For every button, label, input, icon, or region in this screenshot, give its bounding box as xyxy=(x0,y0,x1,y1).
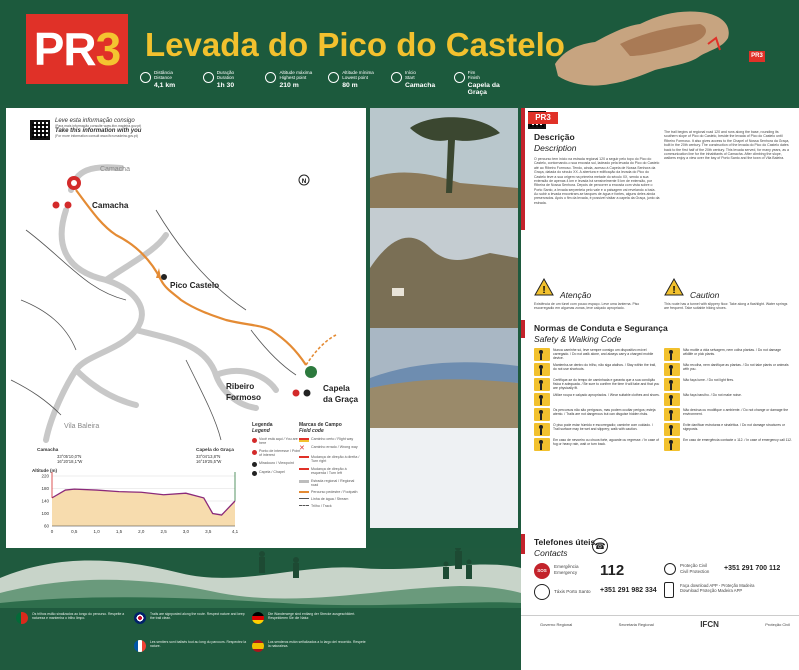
danger-pictogram-icon xyxy=(534,408,550,421)
road-segment xyxy=(76,370,136,405)
viewpoint-legend-icon xyxy=(252,462,257,467)
info-icon-end xyxy=(293,390,300,397)
hiker-body xyxy=(455,551,462,569)
caution-text-en: This route has a tunnel with slippery floor. Take along a flashlight. Water springs are frequent. Take suitable hiking shoes. xyxy=(664,302,788,311)
slippery-pictogram-icon xyxy=(534,423,550,436)
code-list-right xyxy=(664,348,792,453)
hiker-body xyxy=(259,557,265,573)
legend-item: Ponto de interesse / Point of interest xyxy=(259,448,301,457)
photo-column xyxy=(370,108,518,528)
stat-duration xyxy=(203,70,262,96)
code-item xyxy=(664,408,792,423)
legend-title-en: Legend xyxy=(252,428,270,434)
legend-item: Caminho certo / Right way xyxy=(311,437,354,441)
profile-y-label: Altitude (m) xyxy=(32,468,57,473)
start-pin-dot xyxy=(71,180,77,186)
app-label-pt: Faça download APP - Proteção Madeira xyxy=(680,583,755,588)
profile-start-name: Camacha xyxy=(37,448,59,453)
code-text: Em caso de nevoeiro ou chuva forte, aguarde ou regresse. / In case of fog or heavy rain, wait or turn back. xyxy=(553,438,659,447)
emergency-label-en: Emergency xyxy=(554,569,578,575)
profile-start-lon: 16°20'18,1"W xyxy=(57,458,83,464)
wrong-way-icon: ✕ xyxy=(299,445,305,452)
place-formoso: Formoso xyxy=(226,393,262,402)
description-title-pt: Descrição xyxy=(534,132,575,142)
map-legend xyxy=(252,422,362,542)
flag-fr-icon xyxy=(134,640,146,652)
logo-protecao-civil: Proteção Civil xyxy=(765,622,790,627)
flag-uk-icon xyxy=(134,612,146,624)
trail-pictogram-icon xyxy=(534,363,550,376)
hiker-head xyxy=(259,551,265,557)
photo-chapel xyxy=(392,288,404,296)
legend-item: Capela / Chapel xyxy=(259,469,285,474)
profile-end-name: Capela do Graça xyxy=(196,448,234,453)
legend-item: Estrada regional / Regional road xyxy=(311,478,355,487)
qr-code[interactable] xyxy=(30,120,50,140)
noise-pictogram-icon xyxy=(664,393,680,406)
field-code-items xyxy=(299,438,361,512)
end-flag-icon xyxy=(454,72,465,83)
code-text: Certifique-se do tempo de caminhada e garanta que a sua condição física é adequada. / Be sure to confirm the time it will take and that you are physically fit. xyxy=(553,378,660,391)
hiker-head xyxy=(444,562,449,567)
accent-bar xyxy=(521,108,525,230)
hiker-head xyxy=(293,557,299,563)
code-title-pt: Normas de Conduta e Segurança xyxy=(534,323,668,333)
you-are-here-icon xyxy=(252,438,257,443)
code-item xyxy=(534,348,660,363)
clock-pictogram-icon xyxy=(534,378,550,391)
arrows-icon xyxy=(140,72,151,83)
taxi-number[interactable]: +351 291 982 334 xyxy=(600,587,657,594)
code-text: Os percursos não são perigosos, mas podem ocultar perigos; esteja atento. / Trails are not dangerous but can disguise hidden risks. xyxy=(553,408,656,417)
description-title-en: Description xyxy=(534,143,577,153)
field-code-title-pt: Marcas de Campo xyxy=(299,422,342,428)
stat-value: 80 m xyxy=(342,81,358,89)
sos-icon: SOS xyxy=(534,563,550,579)
route-stats xyxy=(140,70,520,96)
stat-label: Altitude mínima xyxy=(342,70,374,75)
stream-line xyxy=(156,210,246,310)
code-text: Não recolha, nem danifique as plantas. / Do not take plants or animals with you. xyxy=(683,363,789,372)
mountain-down-icon xyxy=(328,72,339,83)
code-text: Não faça barulho. / Do not make noise. xyxy=(683,393,742,397)
stream-line xyxy=(21,300,76,350)
code-item xyxy=(534,438,660,453)
place-da-graca: da Graça xyxy=(323,395,359,404)
island-locator-map xyxy=(540,4,740,100)
profile-x-tick: 1,5 xyxy=(115,529,123,534)
place-camacha: Camacha xyxy=(92,201,129,210)
route-title: Levada do Pico do Castelo xyxy=(145,26,565,63)
take-info xyxy=(55,118,255,138)
stat-label-en: Start xyxy=(404,75,415,81)
mini-route-badge: PR3 xyxy=(749,51,765,62)
stream-icon xyxy=(299,498,309,499)
divider xyxy=(521,615,799,616)
stat-label-en: Finish xyxy=(467,75,480,81)
lang-text: Los senderos están señalizados a lo largo del recorrido. Respete la naturaleza. xyxy=(268,640,366,649)
sign-pictogram-icon xyxy=(664,423,680,436)
code-text: Não destrua ou modifique o ambiente. / Do not change or damage the environment. xyxy=(683,408,789,417)
code-item xyxy=(664,393,792,408)
hiker-body xyxy=(466,565,472,579)
photo-bottom-bg xyxy=(370,428,518,528)
stat-highest xyxy=(265,70,324,96)
route-map xyxy=(6,150,366,445)
lang-fr xyxy=(134,640,250,652)
stat-label: Fim xyxy=(467,70,476,75)
clock-icon xyxy=(203,72,214,83)
turn-right-icon xyxy=(299,456,309,460)
place-pico-castelo: Pico Castelo xyxy=(170,281,220,290)
taxi-label: Táxis Porto Santo xyxy=(554,589,591,594)
caution-title-en: Caution xyxy=(690,290,720,300)
fog-pictogram-icon xyxy=(534,438,550,451)
legend-item: Caminho errado / Wrong way xyxy=(311,445,358,449)
emergency-label xyxy=(554,564,579,575)
emergency-pictogram-icon xyxy=(664,438,680,451)
stat-value: 1h 30 xyxy=(216,81,235,89)
profile-end xyxy=(196,448,234,464)
code-text: Nunca caminhe só, leve sempre consigo um dispositivo móvel carregado. / Do not walk alone, and always carry a charged mobile device. xyxy=(553,348,654,361)
code-item xyxy=(664,423,792,438)
flag-icon xyxy=(65,202,72,209)
stat-value: 4,1 km xyxy=(154,81,176,89)
emergency-label-pt: Emergência xyxy=(554,564,579,569)
place-camacha-grey: Camacha xyxy=(100,166,130,173)
take-info-en-small: (For more information consult www.ifcn.madeira.gov.pt) xyxy=(55,134,138,138)
lang-text: Die Wanderwege sind entlang der Strecke ausgeschildert. Respektieren Sie die Natur. xyxy=(268,612,356,621)
code-item xyxy=(664,438,792,453)
route-extension xyxy=(306,335,336,365)
stat-value: Camacha xyxy=(404,81,436,89)
svg-text:!: ! xyxy=(672,285,676,296)
legend-item: Mudança de direção à direita / Turn right xyxy=(311,455,360,463)
app-label xyxy=(680,583,790,594)
lang-text: Os trilhos estão sinalizados ao longo do percurso. Respeite a natureza e mantenha o trilho limpo. xyxy=(32,612,125,621)
profile-x-tick: 3,0 xyxy=(182,529,190,534)
legend-items xyxy=(252,438,302,480)
right-route-badge: PR3 xyxy=(528,112,558,124)
info-icon xyxy=(53,202,60,209)
logo-ifcn: IFCN xyxy=(700,620,719,629)
stat-start xyxy=(391,70,450,96)
take-info-pt-small: (Para mais informação consulte www.ifcn.madeira.gov.pt) xyxy=(55,124,142,128)
lang-de xyxy=(252,612,368,624)
stat-finish xyxy=(454,70,520,96)
profile-x-tick: 2,5 xyxy=(160,529,167,534)
take-info-en: Take this information with you xyxy=(55,128,142,134)
hiker-body xyxy=(443,567,449,579)
legend-item: Percurso pedestre / Footpath xyxy=(311,489,358,494)
accent-bar-code xyxy=(521,320,525,338)
mobile-app-icon xyxy=(664,582,674,598)
logo-secretaria: Secretaria Regional xyxy=(618,622,654,627)
profile-start xyxy=(37,448,82,464)
place-ribeiro: Ribeiro xyxy=(226,382,255,391)
legend-item: Linha de água / Stream xyxy=(311,496,349,501)
stat-label-en: Duration xyxy=(216,75,235,81)
viewpoint-icon xyxy=(161,274,167,280)
caution-text-pt: Existência de um túnel com pouco espaço. Leve uma lanterna. Piso escorregadio em algumas zonas, leve calçado apropriado. xyxy=(534,302,640,311)
code-item xyxy=(534,423,660,438)
legend-title-pt: Legenda xyxy=(252,422,273,428)
profile-y-tick: 60 xyxy=(43,523,49,529)
code-item xyxy=(534,393,660,408)
profile-x-tick: 0,5 xyxy=(71,529,78,534)
lang-text: Trails are signposted along the route. Respect nature and keep the trail clean. xyxy=(150,612,245,621)
stream-line xyxy=(251,330,296,375)
lang-uk xyxy=(134,612,250,624)
elevation-profile xyxy=(30,472,245,542)
code-text: Evite danificar estruturas e sinalética. / Do not damage structures or signposts. xyxy=(683,423,785,432)
code-item xyxy=(664,378,792,393)
stat-label: Início xyxy=(404,70,416,75)
partner-logos xyxy=(540,620,790,629)
hiker-head xyxy=(467,560,472,565)
flag-es-icon xyxy=(252,640,264,652)
take-info-pt: Leve esta informação consigo xyxy=(55,118,135,124)
profile-y-tick: 180 xyxy=(41,486,49,491)
stat-lowest xyxy=(328,70,387,96)
code-item xyxy=(534,363,660,378)
stat-label: Altitude máxima xyxy=(279,70,313,75)
code-item xyxy=(664,363,792,378)
lang-text: Les sentiers sont balisés tout au long du parcours. Respectez la nature. xyxy=(150,640,247,649)
flag-de-icon xyxy=(252,612,264,624)
field-code-title-en: Field code xyxy=(299,428,324,434)
profile-area xyxy=(52,489,235,526)
plant-pictogram-icon xyxy=(664,363,680,376)
civil-protection-label xyxy=(680,563,709,574)
route-badge: PR3 xyxy=(26,14,128,84)
place-capela: Capela xyxy=(323,384,350,393)
legend-item: Você está aqui / You are here xyxy=(259,437,298,445)
description-text-en: The trail begins at regional road 120 and runs along the base, rounding its southern slope of Pico do Castelo, beside the levada of Pico do Castelo until Ribeiro Formoso. It also gives access to the Chapel of Nossa Senhora da Graça, built in the 20th century. The construction of the levada do Pico do Castelo dates back to the first half of the 20th century. This levada served, for many years, as a communication line for the inhabitants of Camacha. After climbing the slope, walkers enjoy a view over the bay of Porto Santo and the town of Vila Baleira. xyxy=(664,130,790,161)
caution-title-pt: Atenção xyxy=(560,290,592,300)
code-text: O piso pode estar húmido e escorregadio; caminhe com cuidado. / Trail surface may be wet and slippery; walk with caution. xyxy=(553,423,653,432)
profile-start-lat: 33°05'10,0"N xyxy=(57,453,82,459)
chapel-legend-icon xyxy=(252,471,257,476)
environment-pictogram-icon xyxy=(664,408,680,421)
contacts-title-pt: Telefones úteis xyxy=(534,537,596,547)
footpath-icon xyxy=(299,491,309,493)
hiker-body xyxy=(293,563,299,578)
code-item xyxy=(534,378,660,393)
stat-value: 210 m xyxy=(279,81,299,89)
footer-languages xyxy=(16,612,516,666)
track-icon xyxy=(299,505,309,506)
flag-pt-icon xyxy=(16,612,28,624)
code-text: Em caso de emergência contacte o 112. / In case of emergency call 112. xyxy=(683,438,792,442)
profile-x-tick: 3,5 xyxy=(205,529,212,534)
profile-end-lat: 33°04'13,8"N xyxy=(196,453,221,459)
end-pin-icon xyxy=(305,366,317,378)
code-item xyxy=(664,348,792,363)
profile-x-tick: 0 xyxy=(50,529,54,534)
description-text-pt: O percurso tem início na estrada regional 120 a seguir pelo topo do Pico do Castelo, contornando-o sua encosta sul, ladeado pela levada do Pico do Castelo até ao Ribeiro Formoso. Tendo, ainda, acesso à Capela de Nossa Senhora da Graça, datada do século XX. A abertura e edificação da levada do Pico do Castelo teve a sua origem na primeira metade do século XX, sendo a sua extensão de apenas 4 km e levada há sensivelmente 5 km de extensão, por Ribeira de Nossa Senhora. Depois de percorrer a encosta com vista sobre o Porto Santo, a levada serpenteia pelo vale e a paisagem vai revelando a baía. Ao subir a levada encontram-se tanques de água e fontes, alguns deles ainda preservados. Após o fim da levada, é possível visitar a capela da Graça, junto da estrada. xyxy=(534,157,660,205)
warning-icon xyxy=(534,278,554,296)
stat-label-en: Distance xyxy=(154,75,172,81)
turn-left-icon xyxy=(299,468,309,472)
code-text: Não mutile a vida selvagem, nem colha plantas. / Do not damage wildlife or pick plants. xyxy=(683,348,782,357)
app-label-en: Download Proteção Madeira APP xyxy=(680,588,743,594)
contacts-title-en: Contacts xyxy=(534,548,568,558)
legend-item: Miradouro / Viewpoint xyxy=(259,460,294,465)
lang-pt xyxy=(16,612,132,624)
stat-value: Capela da Graça xyxy=(467,81,500,97)
right-way-icon xyxy=(299,438,309,442)
stat-distance xyxy=(140,70,199,96)
civil-protection-label-pt: Proteção Civil xyxy=(680,563,708,568)
code-text: Não faça lume. / Do not light fires. xyxy=(683,378,735,382)
regional-road-icon xyxy=(299,480,309,483)
logo-governo: Governo Regional xyxy=(540,622,573,627)
taxi-icon xyxy=(534,584,550,600)
svg-text:!: ! xyxy=(542,285,546,296)
legend-item: Mudança de direção à esquerda / Turn left xyxy=(311,466,347,475)
profile-x-tick: 4,1 xyxy=(231,529,239,534)
boots-pictogram-icon xyxy=(534,393,550,406)
code-item xyxy=(534,408,660,423)
profile-y-tick: 140 xyxy=(41,498,49,504)
emergency-number[interactable]: 112 xyxy=(600,562,625,579)
stat-label: Duração xyxy=(216,70,235,75)
wildlife-pictogram-icon xyxy=(664,348,680,361)
profile-y-tick: 220 xyxy=(41,473,49,479)
mountain-up-icon xyxy=(265,72,276,83)
legend-item: Trilho / Track xyxy=(311,503,332,508)
code-title-en: Safety & Walking Code xyxy=(534,334,622,344)
poi-icon xyxy=(252,450,257,455)
profile-end-lon: 16°19'25,5"W xyxy=(196,458,222,464)
accent-bar-contacts xyxy=(521,534,525,554)
photo-coast xyxy=(370,378,518,428)
civil-protection-number[interactable]: +351 291 700 112 xyxy=(724,565,781,572)
warning-icon-en xyxy=(664,278,684,296)
north-label: N xyxy=(301,179,307,185)
civil-protection-label-en: Civil Protection xyxy=(680,568,710,574)
phone-icon: ☎ xyxy=(592,538,608,554)
start-flag-icon xyxy=(391,72,402,83)
profile-x-tick: 1,0 xyxy=(93,529,100,534)
profile-y-tick: 100 xyxy=(41,511,49,516)
chapel-icon xyxy=(304,390,311,397)
hiker-pictogram-icon xyxy=(534,348,550,361)
stat-label-en: Lowest point xyxy=(342,75,368,81)
code-text: Utilize roupa e calçado apropriados. / Wear suitable clothes and shoes. xyxy=(553,393,660,397)
stat-label: Distância xyxy=(154,70,173,75)
profile-x-tick: 2,0 xyxy=(138,529,145,534)
code-text: Mantenha-se dentro do trilho, não siga atalhos. / Stay within the trail, do not use shortcuts. xyxy=(553,363,657,372)
civil-protection-icon xyxy=(664,563,676,575)
fire-pictogram-icon xyxy=(664,378,680,391)
lang-es xyxy=(252,640,368,652)
stat-label-en: Highest point xyxy=(279,75,307,81)
code-list-left xyxy=(534,348,660,453)
place-vila-baleira: Vila Baleira xyxy=(64,423,100,430)
